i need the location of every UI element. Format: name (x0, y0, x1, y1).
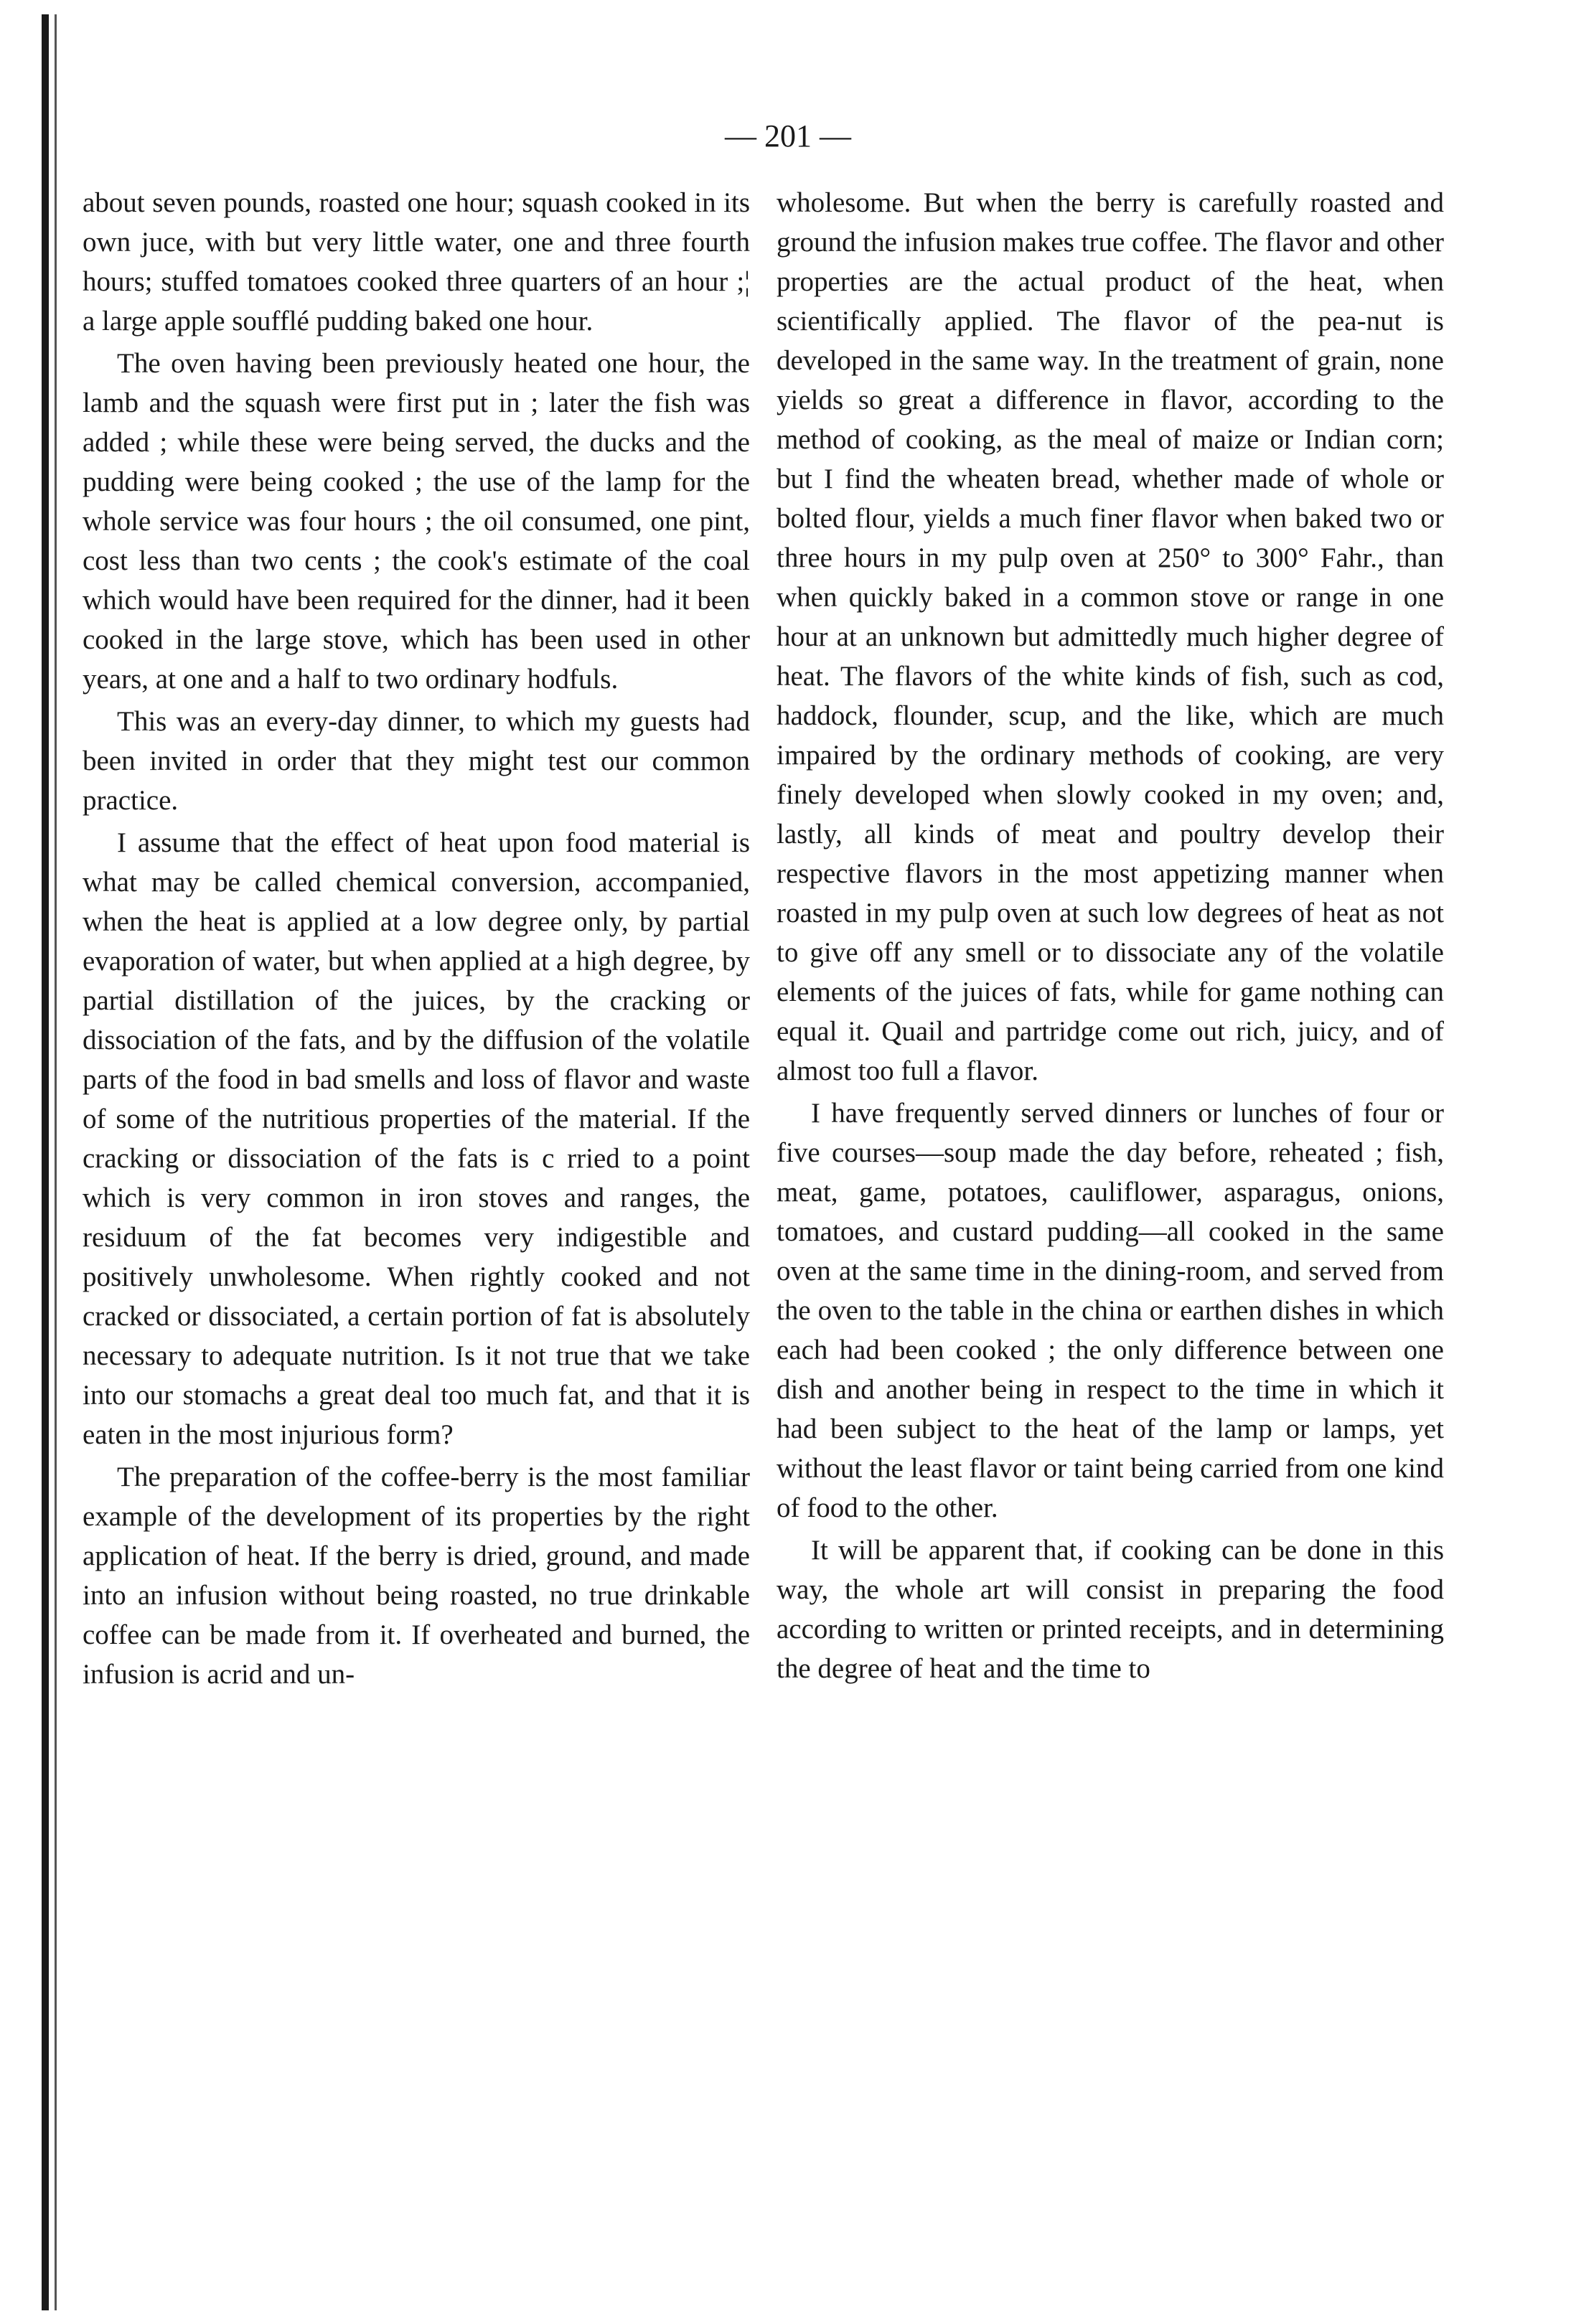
paragraph: I assume that the effect of heat upon food material is what may be called chemical conversion, accompanied, when the heat is applied at a low degree only, by partial evaporation of water, but when applied at a high degree, by partial distillation of the juices, by the cracking or dissociation of the fats, and by the diffusion of the volatile parts of the food in bad smells and loss of flavor and waste of some of the nutritious properties of the material. If the cracking or dissociation of the fats is c rried to a point which is very common in iron stoves and ranges, the residuum of the fat becomes very indigestible and positively unwholesome. When rightly cooked and not cracked or dissociated, a certain portion of fat is absolutely necessary to adequate nutrition. Is it not true that we take into our stomachs a great deal too much fat, and that it is eaten in the most injurious form? (83, 827, 750, 1450)
paragraph: The preparation of the coffee-berry is the most familiar example of the development of its properties by the right application of heat. If the berry is dried, ground, and made into an infusion without being roasted, no true drinkable coffee can be made from it. If overheated and burned, the infusion is acrid and un- (83, 1462, 750, 1690)
left-column (83, 183, 750, 1694)
paragraph: It will be apparent that, if cooking can be done in this way, the whole art will consist in preparing the food according to written or printed receipts, and in determining the degree of heat and the time to (777, 1535, 1444, 1684)
right-column (777, 183, 1444, 1688)
paragraph: about seven pounds, roasted one hour; squash cooked in its own juce, with but very little water, one and three fourth hours; stuffed tomatoes cooked three quarters of an hour ;¦ a large apple soufflé pudding baked one hour. (83, 187, 750, 337)
binding-edge-line (55, 14, 57, 2310)
page-number: — 201 — (725, 118, 851, 154)
binding-edge (42, 14, 49, 2310)
paragraph: This was an every-day dinner, to which my guests had been invited in order that they might test our common practice. (83, 706, 750, 816)
paragraph: The oven having been previously heated one hour, the lamb and the squash were first put in ; later the fish was added ; while these were being served, the ducks and the pudding were being cooked ; the use of the lamp for the whole service was four hours ; the oil consumed, one pint, cost less than two cents ; the cook's estimate of the coal which would have been required for the dinner, had it been cooked in the large stove, which has been used in other years, at one and a half to two ordinary hodfuls. (83, 348, 750, 695)
paragraph: I have frequently served dinners or lunches of four or five courses—soup made the day before, reheated ; fish, meat, game, potatoes, cauliflower, asparagus, onions, tomatoes, and custard pudding—all cooked in the same oven at the same time in the dining-room, and served from the oven to the table in the china or earthen dishes in which each had been cooked ; the only difference between one dish and another being in respect to the time in which it had been subject to the heat of the lamp or lamps, yet without the least flavor or taint being carried from one kind of food to the other. (777, 1098, 1444, 1523)
paragraph: wholesome. But when the berry is carefully roasted and ground the infusion makes true coffee. The flavor and other properties are the actual product of the heat, when scientifically applied. The flavor of the pea-nut is developed in the same way. In the treatment of grain, none yields so great a difference in flavor, according to the method of cooking, as the meal of maize or Indian corn; but I find the wheaten bread, whether made of whole or bolted flour, yields a much finer flavor when baked two or three hours in my pulp oven at 250° to 300° Fahr., than when quickly baked in a common stove or range in one hour at an unknown but admittedly much higher degree of heat. The flavors of the white kinds of fish, such as cod, haddock, flounder, scup, and the like, which are much impaired by the ordinary methods of cooking, are very finely developed when slowly cooked in my oven; and, lastly, all kinds of meat and poultry develop their respective flavors in the most appetizing manner when roasted in my pulp oven at such low degrees of heat as not to give off any smell or to dissociate any of the volatile elements of the juices of fats, while for game nothing can equal it. Quail and partridge come out rich, juicy, and of almost too full a flavor. (777, 187, 1444, 1086)
